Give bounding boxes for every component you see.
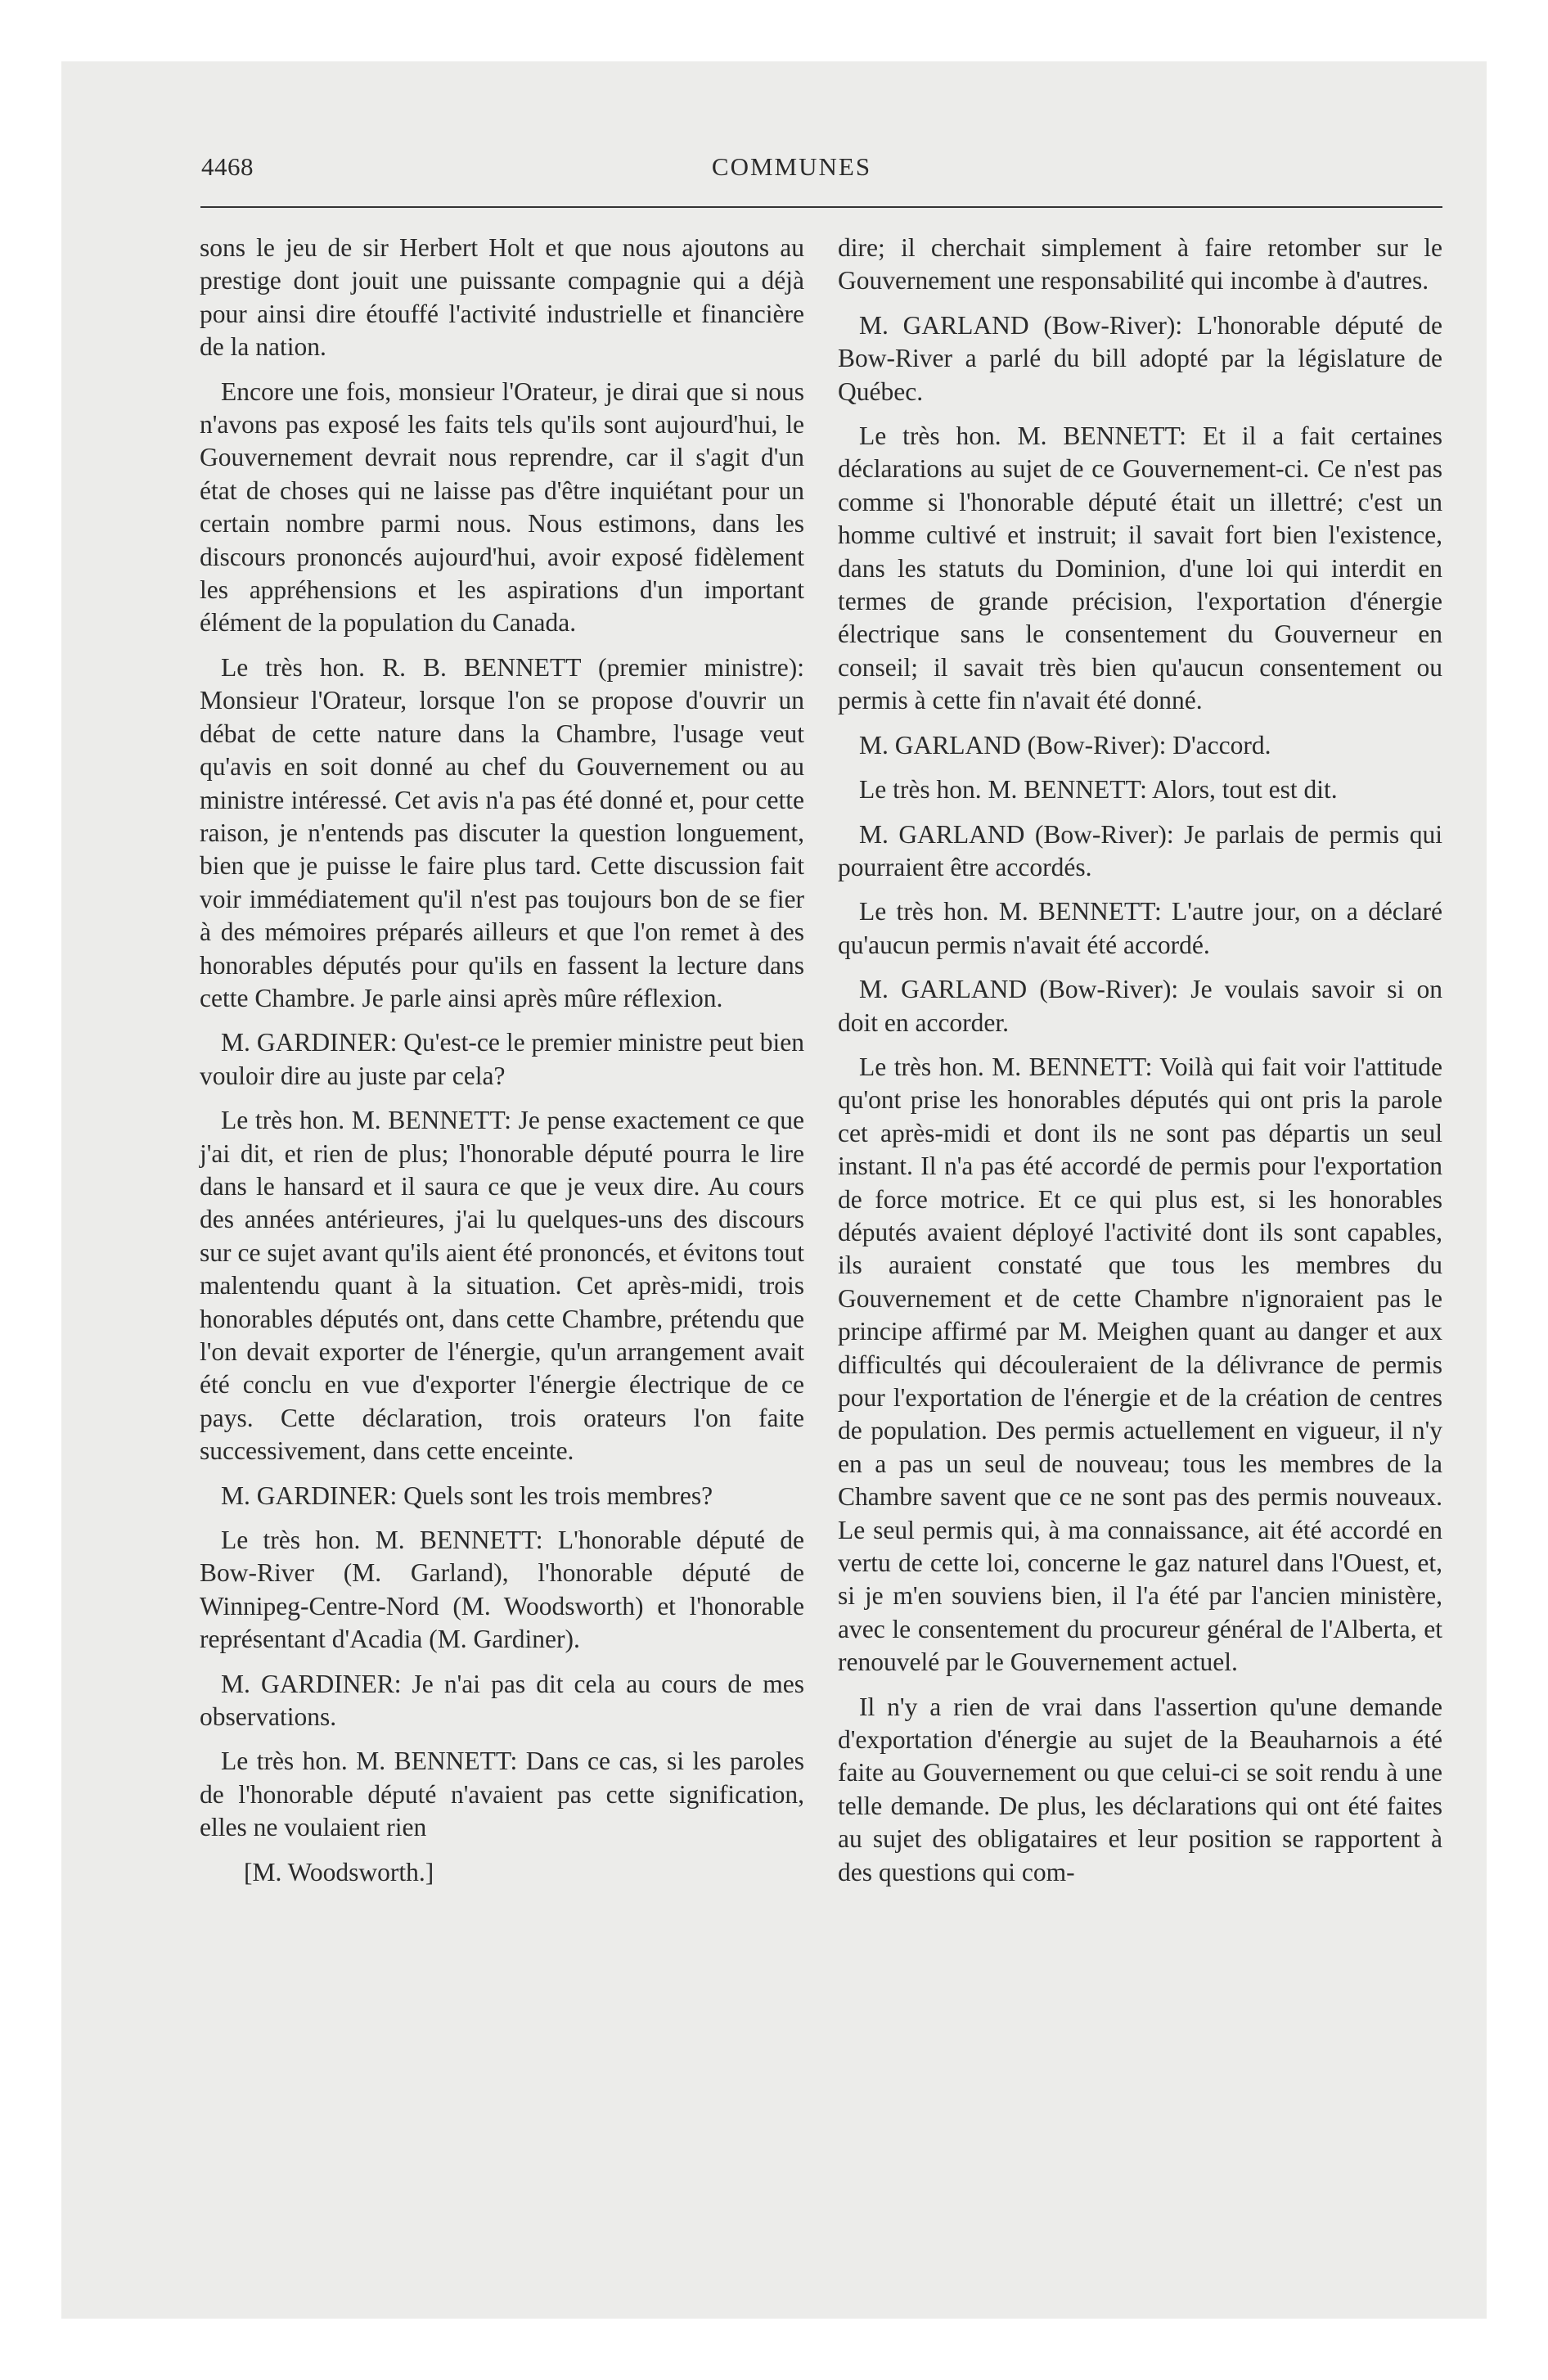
paragraph: M. GARDINER: Quels sont les trois membres? <box>221 1481 713 1510</box>
left-column <box>200 232 804 1900</box>
paragraph: Le très hon. M. BENNETT: Voilà qui fait voir l'attitude qu'ont prise les honorables députés qui ont pris la parole cet après-midi et dont ils ne sont pas départis un seul instant. Il n'a pas été accordé de permis pour l'exportation de force motrice. Et ce qui plus est, si les honorables députés avaient déployé l'activité dont ils sont capables, ils auraient constaté que tous les membres du Gouvernement et de cette Chambre n'ignoraient pas le principe affirmé par M. Meighen quant au danger et aux difficultés qui découleraient de la délivrance de permis pour l'exportation de l'énergie et de la création de centres de population. Des permis actuellement en vigueur, il n'y en a pas un seul de nouveau; tous les membres de la Chambre savent que ce ne sont pas des permis nouveaux. Le seul permis qui, à ma connaissance, ait été accordé en vertu de cette loi, concerne le gaz naturel dans l'Ouest, et, si je m'en souviens bien, il l'a été par l'ancien ministère, avec le consentement du procureur général de l'Alberta, et renouvelé par le Gouvernement actuel. <box>838 1052 1442 1677</box>
paragraph: Le très hon. M. BENNETT: Alors, tout est dit. <box>859 775 1338 805</box>
paragraph: M. GARLAND (Bow-River): L'honorable député de Bow-River a parlé du bill adopté par la législature de Québec. <box>838 310 1442 406</box>
page-number: 4468 <box>201 152 254 181</box>
paragraph: M. GARLAND (Bow-River): Je voulais savoir si on doit en accorder. <box>838 975 1442 1037</box>
paragraph: M. GARLAND (Bow-River): D'accord. <box>859 730 1271 760</box>
paragraph: Le très hon. M. BENNETT: L'honorable député de Bow-River (M. Garland), l'honorable député de Winnipeg-Centre-Nord (M. Woodsworth) et l'honorable représentant d'Acadia (M. Gardiner). <box>200 1526 804 1654</box>
paragraph: M. GARDINER: Qu'est-ce le premier ministre peut bien vouloir dire au juste par cela? <box>200 1028 804 1090</box>
paragraph: sons le jeu de sir Herbert Holt et que nous ajoutons au prestige dont jouit une puissante compagnie qui a déjà pour ainsi dire étouffé l'activité industrielle et financière de la nation. <box>200 233 804 362</box>
right-column <box>838 232 1442 1900</box>
paragraph: dire; il cherchait simplement à faire retomber sur le Gouvernement une responsabilité qui incombe à d'autres. <box>838 233 1442 295</box>
paragraph: Le très hon. M. BENNETT: Dans ce cas, si les paroles de l'honorable député n'avaient pas cette signification, elles ne voulaient rien <box>200 1747 804 1842</box>
paragraph: Le très hon. M. BENNETT: Je pense exactement ce que j'ai dit, et rien de plus; l'honorable député pourra le lire dans le hansard et il saura ce que je veux dire. Au cours des années antérieures, j'ai lu quelques-uns des discours sur ce sujet avant qu'ils aient été prononcés, et évitons tout malentendu quant à la situation. Cet après-midi, trois honorables députés ont, dans cette Chambre, prétendu que l'on devait exporter de l'énergie, qu'un arrangement avait été conclu en vue d'exporter l'énergie électrique de ce pays. Cette déclaration, trois orateurs l'on faite successivement, dans cette enceinte. <box>200 1106 804 1466</box>
paragraph: Il n'y a rien de vrai dans l'assertion qu'une demande d'exportation d'énergie au sujet de la Beauharnois a été faite au Gouvernement ou que celui-ci se soit rendu à une telle demande. De plus, les déclarations qui ont été faites au sujet des obligataires et leur position se rapportent à des questions qui com- <box>838 1692 1442 1886</box>
page-header <box>139 152 1444 193</box>
paragraph: M. GARDINER: Je n'ai pas dit cela au cours de mes observations. <box>200 1669 804 1732</box>
paragraph: Le très hon. M. BENNETT: Et il a fait certaines déclarations au sujet de ce Gouvernement-ci. Ce n'est pas comme si l'honorable député était un illettré; c'est un homme cultivé et instruit; il savait fort bien l'existence, dans les statuts du Dominion, d'une loi qui interdit en termes de grande précision, l'exportation d'énergie électrique sans le consentement du Gouverneur en conseil; il savait très bien qu'aucun consentement ou permis à cette fin n'avait été donné. <box>838 421 1442 715</box>
speaker-attribution: [M. Woodsworth.] <box>244 1857 434 1886</box>
paragraph: M. GARLAND (Bow-River): Je parlais de permis qui pourraient être accordés. <box>838 819 1442 881</box>
paragraph: Le très hon. M. BENNETT: L'autre jour, on a déclaré qu'aucun permis n'avait été accordé. <box>838 897 1442 959</box>
running-title: COMMUNES <box>711 152 872 181</box>
paragraph: Encore une fois, monsieur l'Orateur, je dirai que si nous n'avons pas exposé les faits tels qu'ils sont aujourd'hui, le Gouvernement devrait nous reprendre, car il s'agit d'un état de choses qui ne laisse pas d'être inquiétant pour un certain nombre parmi nous. Nous estimons, dans les discours prononcés aujourd'hui, avoir exposé fidèlement les appréhensions et les aspirations d'un important élément de la population du Canada. <box>200 376 804 638</box>
header-rule <box>200 206 1442 208</box>
paragraph: Le très hon. R. B. BENNETT (premier ministre): Monsieur l'Orateur, lorsque l'on se propose d'ouvrir un débat de cette nature dans la Chambre, l'usage veut qu'avis en soit donné au chef du Gouvernement ou au ministre intéressé. Cet avis n'a pas été donné et, pour cette raison, je n'entends pas discuter la question longuement, bien que je puisse le faire plus tard. Cette discussion fait voir immédiatement qu'il n'est pas toujours bon de se fier à des mémoires préparés ailleurs et que l'on remet à des honorables députés pour qu'ils en fassent la lecture dans cette Chambre. Je parle ainsi après mûre réflexion. <box>200 652 804 1012</box>
